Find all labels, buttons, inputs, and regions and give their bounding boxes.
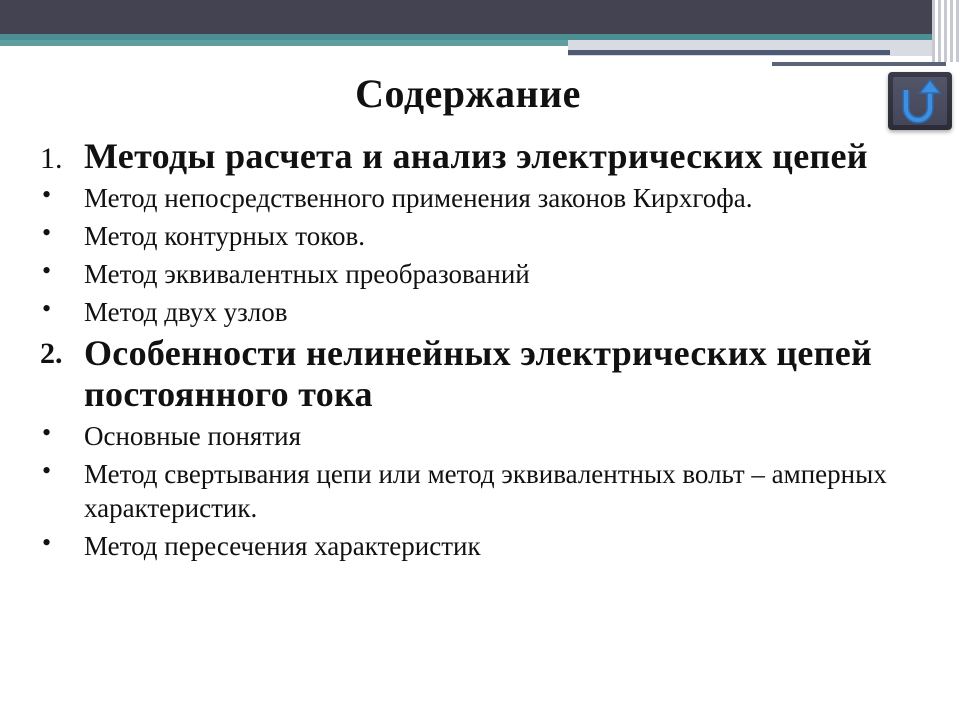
- slide-title: Содержание: [355, 71, 581, 116]
- list-item: • Метод эквивалентных преобразований: [40, 257, 952, 291]
- list-item: • Метод контурных токов.: [40, 219, 952, 253]
- list-item: • Метод пересечения характеристик: [40, 529, 952, 563]
- list-item: • Основные понятия: [40, 419, 952, 453]
- header-band: [0, 0, 932, 34]
- section-number: 2.: [40, 337, 63, 370]
- section-1: [40, 136, 952, 177]
- list-item: • Метод двух узлов: [40, 295, 952, 329]
- header-accent-line-lower: [0, 40, 568, 46]
- header-stripes: [932, 0, 960, 62]
- list-item: • Метод свертывания цепи или метод эквивалентных вольт – амперных характеристик.: [40, 457, 952, 525]
- header-right-line: [568, 50, 890, 55]
- section-heading: Методы расчета и анализ электрических цепей: [84, 136, 868, 176]
- section-heading: Особенности нелинейных электрических цепей постоянного тока: [84, 333, 873, 414]
- header-right-line-short: [772, 62, 946, 66]
- section-number: 1.: [40, 142, 63, 175]
- contents-list: [40, 136, 952, 566]
- section-2: [40, 333, 952, 415]
- list-item: • Метод непосредственного применения законов Кирхгофа.: [40, 181, 952, 215]
